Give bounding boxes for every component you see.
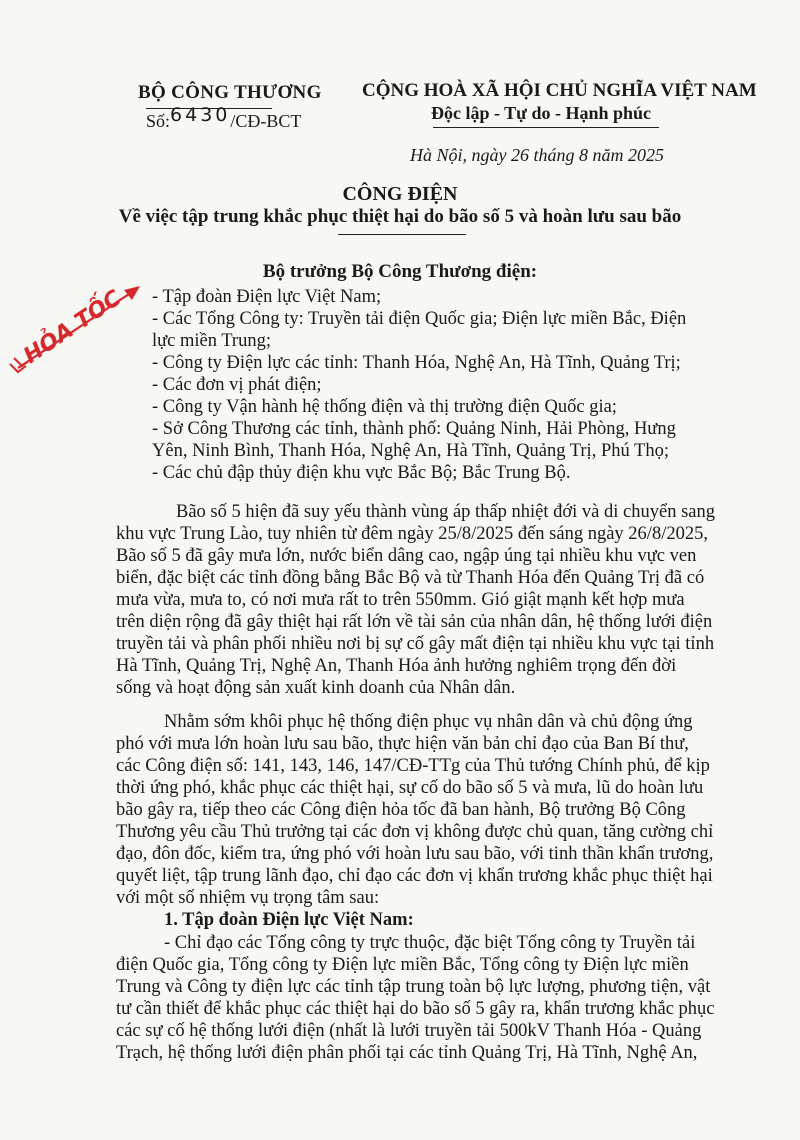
recipient-line: - Sở Công Thương các tỉnh, thành phố: Quảng Ninh, Hải Phòng, Hưng: [152, 419, 676, 439]
paragraph-line: quyết liệt, tập trung lãnh đạo, chỉ đạo các đơn vị khẩn trương khắc phục thiệt hại: [116, 866, 713, 886]
paragraph-line: các Công điện số: 141, 143, 146, 147/CĐ-TTg của Thủ tướng Chính phủ, để kịp: [116, 756, 710, 776]
sender-line: Bộ trưởng Bộ Công Thương điện:: [262, 261, 538, 282]
paragraph-line: phó với mưa lớn hoàn lưu sau bão, thực hiện văn bản chỉ đạo của Ban Bí thư,: [116, 734, 689, 754]
recipient-line: - Công ty Vận hành hệ thống điện và thị trường điện Quốc gia;: [152, 397, 617, 417]
doc-number-prefix: Số:: [146, 111, 171, 131]
section-line: Trung và Công ty điện lực các tỉnh tập trung toàn bộ lực lượng, phương tiện, vật: [116, 977, 711, 997]
paragraph-line: trên diện rộng đã gây thiệt hại rất lớn về tài sản của nhân dân, hệ thống lưới điện: [116, 612, 713, 632]
paragraph-line: bão gây ra, tiếp theo các Công điện hỏa tốc đã ban hành, Bộ trưởng Bộ Công: [116, 800, 686, 820]
document-number: [146, 104, 302, 132]
section-line: tư cần thiết để khắc phục các thiệt hại do bão số 5 gây ra, khẩn trương khắc phục: [116, 999, 715, 1019]
national-motto: Độc lập - Tự do - Hạnh phúc: [431, 103, 652, 123]
paragraph-line: khu vực Trung Lào, tuy nhiên từ đêm ngày 25/8/2025 đến sáng ngày 26/8/2025,: [116, 524, 708, 544]
recipient-line: - Tập đoàn Điện lực Việt Nam;: [152, 287, 382, 307]
motto-underline: [433, 127, 659, 128]
recipient-line: Yên, Ninh Bình, Thanh Hóa, Nghệ An, Hà Tĩnh, Quảng Trị, Phú Thọ;: [152, 441, 669, 461]
place-date-line: Hà Nội, ngày 26 tháng 8 năm 2025: [410, 145, 664, 165]
paragraph-line: Nhằm sớm khôi phục hệ thống điện phục vụ nhân dân và chủ động ứng: [164, 712, 693, 732]
paragraph-line: Bão số 5 đã gây mưa lớn, nước biển dâng cao, ngập úng tại nhiều khu vực ven: [116, 546, 697, 566]
urgent-stamp: [0, 280, 150, 390]
national-title: CỘNG HOÀ XÃ HỘI CHỦ NGHĨA VIỆT NAM: [362, 80, 757, 101]
document-subject: Về việc tập trung khắc phục thiệt hại do bão số 5 và hoàn lưu sau bão: [118, 206, 682, 227]
paragraph-line: Hà Tĩnh, Quảng Trị, Nghệ An, Thanh Hóa ảnh hưởng nghiêm trọng đến đời: [116, 656, 677, 676]
paragraph-line: mưa vừa, mưa to, có nơi mưa rất to trên 550mm. Gió giật mạnh kết hợp mưa: [116, 590, 685, 610]
paragraph-line: Thương yêu cầu Thủ trưởng tại các đơn vị không được chủ quan, tăng cường chỉ: [116, 822, 714, 842]
section-line: Trạch, hệ thống lưới điện phân phối tại các tỉnh Quảng Trị, Hà Tĩnh, Nghệ An,: [116, 1043, 698, 1063]
section-line: - Chỉ đạo các Tổng công ty trực thuộc, đặc biệt Tổng công ty Truyền tải: [164, 933, 696, 953]
paragraph-line: thời ứng phó, khắc phục các thiệt hại, sự cố do bão số 5 và mưa, lũ do hoàn lưu: [116, 778, 704, 798]
paragraph-line: truyền tải và phân phối nhiều nơi bị sự cố gây mất điện tại nhiều khu vực tại tỉnh: [116, 634, 715, 654]
document-type: CÔNG ĐIỆN: [342, 183, 458, 205]
paragraph-line: sống và hoạt động sản xuất kinh doanh của Nhân dân.: [116, 678, 516, 698]
section-line: các sự cố hệ thống lưới điện (nhất là lưới truyền tải 500kV Thanh Hóa - Quảng: [116, 1021, 702, 1041]
recipient-line: - Công ty Điện lực các tỉnh: Thanh Hóa, Nghệ An, Hà Tĩnh, Quảng Trị;: [152, 353, 681, 373]
doc-number-handwritten: 6430: [170, 104, 231, 126]
paragraph-line: đạo, đôn đốc, kiểm tra, ứng phó với hoàn lưu sau bão, với tinh thần khẩn trương,: [116, 844, 714, 864]
issuing-agency: BỘ CÔNG THƯƠNG: [138, 82, 322, 103]
subject-underline: [338, 234, 466, 235]
stamp-text: HỎA TỐC: [19, 285, 126, 369]
doc-number-suffix: /CĐ-BCT: [230, 111, 302, 131]
section-heading: 1. Tập đoàn Điện lực Việt Nam:: [164, 910, 414, 930]
paragraph-line: với một số nhiệm vụ trọng tâm sau:: [116, 888, 380, 908]
section-line: điện Quốc gia, Tổng công ty Điện lực miền Bắc, Tổng công ty Điện lực miền: [116, 955, 689, 975]
recipient-line: lực miền Trung;: [152, 331, 271, 351]
recipient-line: - Các chủ đập thủy điện khu vực Bắc Bộ; Bắc Trung Bộ.: [152, 463, 571, 483]
paragraph-line: biển, đặc biệt các tỉnh đồng bằng Bắc Bộ và từ Thanh Hóa đến Quảng Trị đã có: [116, 568, 705, 588]
paragraph-line: Bão số 5 hiện đã suy yếu thành vùng áp thấp nhiệt đới và di chuyển sang: [176, 502, 715, 522]
recipient-line: - Các Tổng Công ty: Truyền tải điện Quốc gia; Điện lực miền Bắc, Điện: [152, 309, 687, 329]
recipient-line: - Các đơn vị phát điện;: [152, 375, 322, 395]
